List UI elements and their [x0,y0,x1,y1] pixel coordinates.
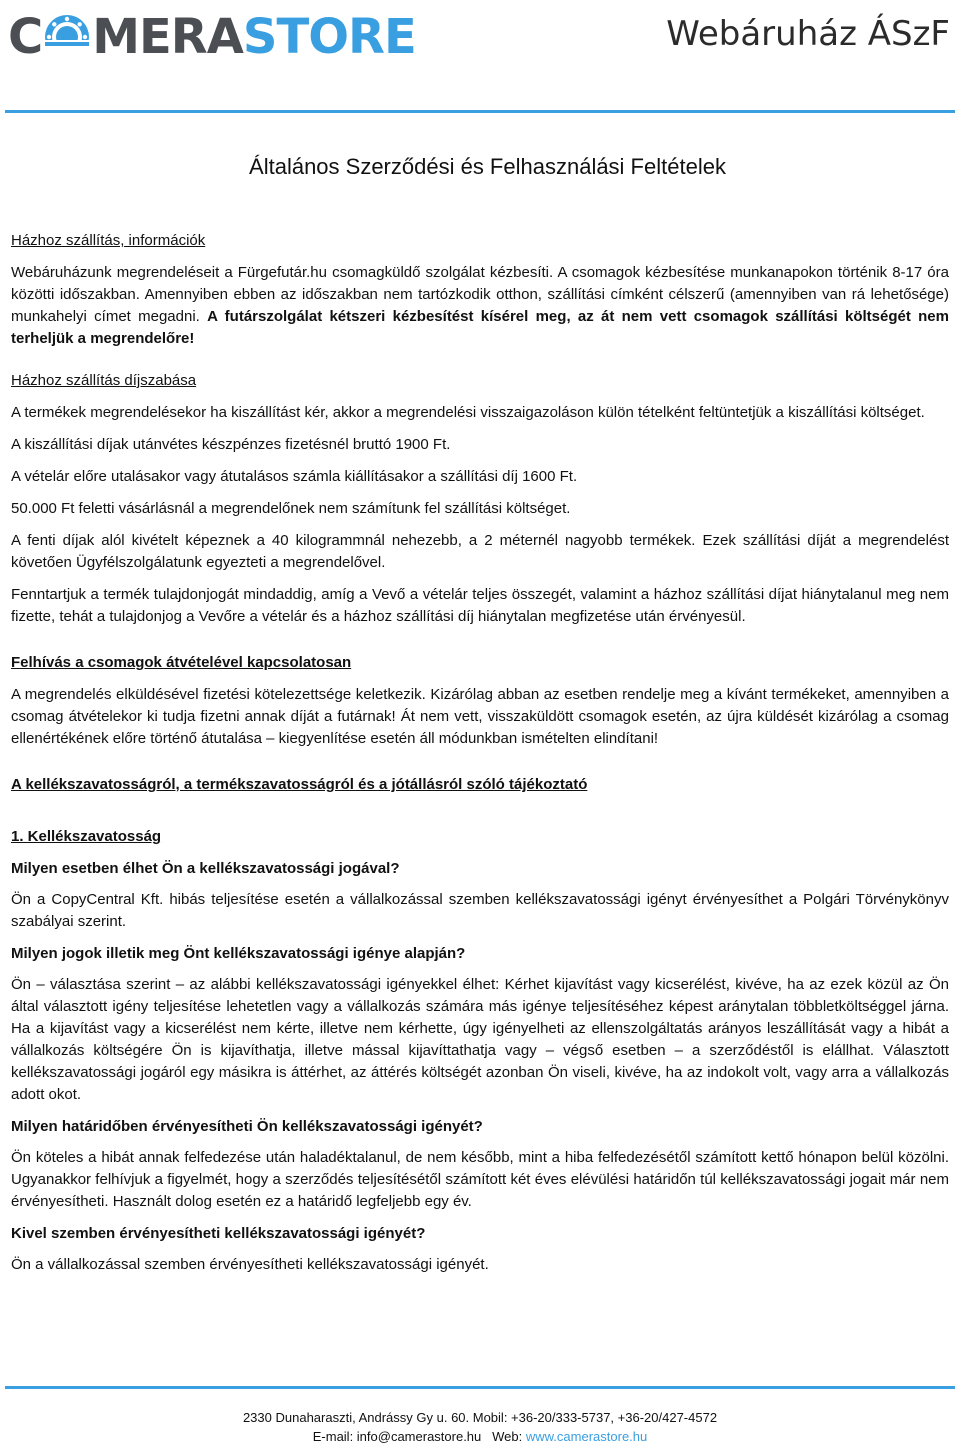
header-divider [5,110,955,113]
delivery-info-bold-notice: A futárszolgálat kétszeri kézbesítést kísérel meg, az át nem vett csomagok szállítási költségét nem terheljük a megrendelőre! [11,308,949,347]
warranty-question-2: Milyen jogok illetik meg Önt kellékszavatossági igénye alapján? [11,945,466,962]
subsection-title-kellekszavatossag: 1. Kellékszavatosság [11,828,162,845]
warranty-question-1: Milyen esetben élhet Ön a kellékszavatossági jogával? [11,860,400,877]
section-title-delivery-info: Házhoz szállítás, információk [11,232,206,249]
delivery-fees-paragraph-6: Fenntartjuk a termék tulajdonjogát mindaddig, amíg a Vevő a vételár teljes összegét, valamint a házhoz szállítási díjat hiánytalanul meg nem fizette, tehát a tulajdonjog a Vevőre a vételár és a házhoz szállítási díj hiánytalan megfizetése után érvényesül. [11,586,949,625]
section-title-warranty: A kellékszavatosságról, a termékszavatosságról és a jótállásról szóló tájékoztató [11,776,588,793]
page-footer [0,1408,960,1446]
footer-address: 2330 Dunaharaszti, Andrássy Gy u. 60. Mobil: +36-20/333-5737, +36-20/427-4572 [242,1410,718,1425]
warranty-answer-4: Ön a vállalkozással szemben érvényesítheti kellékszavatossági igényét. [11,1256,489,1273]
footer-contact [0,1427,960,1446]
warranty-answer-3: Ön köteles a hibát annak felfedezése után haladéktalanul, de nem később, mint a hiba felfedezésétől számított kettő hónapon belül közölni. Ugyanakkor felhívjuk a figyelmét, hogy a szerződés teljesítésétől számított két éves elévülési határidőn túl kellékszavatossági jogait már nem érvényesítheti. Használt dolog esetén ez a határidő legfeljebb egy év. [11,1149,949,1210]
camera-lens-icon [43,13,91,61]
footer-divider [5,1386,955,1389]
delivery-fees-paragraph-4: 50.000 Ft feletti vásárlásnál a megrendelőnek nem számítunk fel szállítási költséget. [11,500,571,517]
delivery-fees-paragraph-1: A termékek megrendelésekor ha kiszállítást kér, akkor a megrendelési visszaigazoláson külön tételként feltüntetjük a kiszállítási költséget. [11,404,925,421]
page-header [0,0,960,115]
header-title: Webáruház ÁSzF [666,14,950,54]
delivery-fees-paragraph-2: A kiszállítási díjak utánvétes készpénzes fizetésnél bruttó 1900 Ft. [11,436,451,453]
warranty-answer-2: Ön – választása szerint – az alábbi kellékszavatossági igényekkel élhet: Kérhet kijavítást vagy kicserélést, kivéve, ha az ezek közül az Ön által választott igény teljesítése lehetetlen vagy a vállalkozás számára más igénye teljesítéséhez képest aránytalan többletköltséggel járna. Ha a kijavítást vagy a kicserélést nem kérte, illetve nem kérhette, úgy igényelheti az ellenszolgáltatás arányos leszállítását vagy a hibát a vállalkozás költségére Ön is kijavíthatja, illetve mással kijavíttathatja vagy – végső esetben – a szerződéstől is elállhat. Választott kellékszavatossági jogáról egy másikra is áttérhet, az áttérés költségét azonban Ön viseli, kivéve, ha az indokolt volt, vagy arra a vállalkozás adott okot. [11,976,949,1103]
delivery-info-paragraph: Webáruházunk megrendeléseit a Fürgefutár.hu csomagküldő szolgálat kézbesíti. A csomagok kézbesítése munkanapokon történik 8-17 óra közötti időszakban. Amennyiben ebben az időszakban nem tartózkodik otthon, szállítási címként célszerű (amennyiben van rá lehetősége) munkahelyi címet megadni. A futárszolgálat kétszeri kézbesítést kísérel meg, az át nem vett csomagok szállítási költségét nem terheljük a megrendelőre! [11,264,949,347]
footer-email: E-mail: info@camerastore.hu [312,1429,482,1444]
delivery-fees-paragraph-5: A fenti díjak alól kivételt képeznek a 40 kilogrammnál nehezebb, a 2 méternél nagyobb termékek. Ezek szállítási díját a megrendelést követően Ügyfélszolgálatunk egyezteti a megrendelővel. [11,532,949,571]
logo-letter-c: C [8,9,43,65]
section-title-delivery-fees: Házhoz szállítás díjszabása [11,372,197,389]
delivery-fees-paragraph-3: A vételár előre utalásakor vagy átutalásos számla kiállításakor a szállítási díj 1600 Ft. [11,468,578,485]
warranty-question-3: Milyen határidőben érvényesítheti Ön kellékszavatossági igényét? [11,1118,483,1135]
document-body [11,150,949,1286]
warranty-answer-1: Ön a CopyCentral Kft. hibás teljesítése esetén a vállalkozással szemben kellékszavatossági igényt érvényesíthet a Polgári Törvénykönyv szabályai szerint. [11,891,949,930]
pickup-notice-paragraph: A megrendelés elküldésével fizetési kötelezettsége keletkezik. Kizárólag abban az esetben rendelje meg a kívánt termékeket, amennyiben a csomag átvételekor ki tudja fizetni annak díját a futárnak! Át nem vett, visszaküldött csomagok esetén, az újra küldését kizárólag a csomag ellenértékének előre történő átutalása – kiegyenlítése esetén áll módunkban ismételten elindítani! [11,686,949,747]
footer-web-label: Web: [492,1429,523,1444]
section-title-pickup-notice: Felhívás a csomagok átvételével kapcsolatosan [11,654,352,671]
warranty-question-4: Kivel szemben érvényesítheti kellékszavatossági igényét? [11,1225,426,1242]
camerastore-logo [8,6,416,68]
page-title: Általános Szerződési és Felhasználási Feltételek [249,154,726,179]
footer-web-link[interactable]: www.camerastore.hu [525,1429,648,1444]
logo-wordmark: MERASTORE [92,9,416,65]
